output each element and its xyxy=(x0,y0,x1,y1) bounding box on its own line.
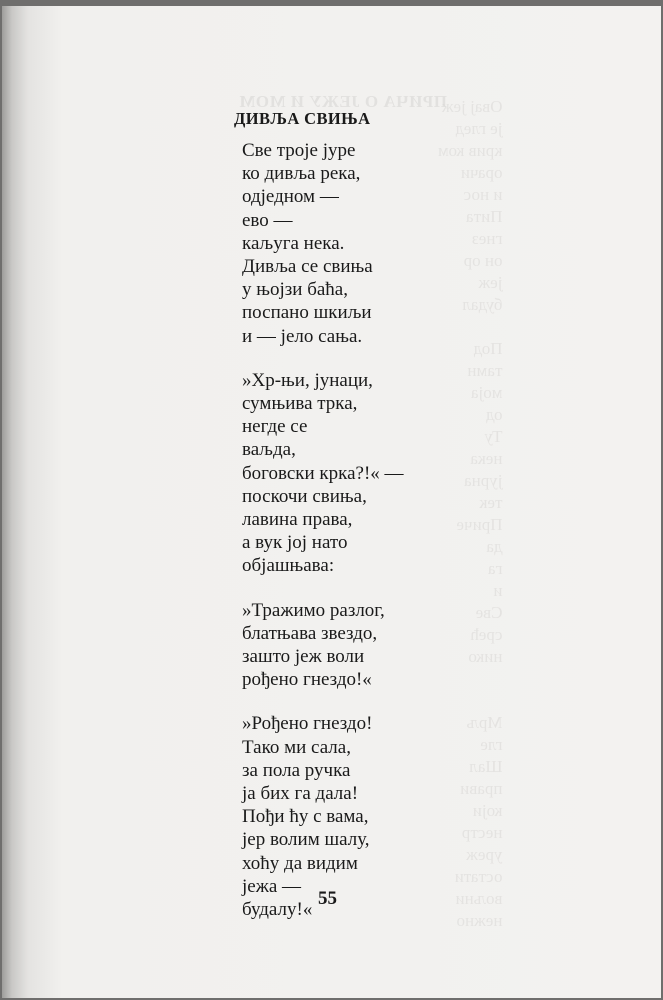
poem-line: ваљда, xyxy=(242,439,296,461)
poem-line: сумњива трка, xyxy=(242,393,358,415)
poem-line: каљуга нека. xyxy=(242,232,345,254)
poem-line: и — јело сања. xyxy=(242,325,363,347)
poem-line: а вук јој нато xyxy=(242,532,348,554)
poem-line: Све троје јуре xyxy=(242,140,356,161)
poem-line: »Хр-њи, јунаци, xyxy=(242,369,373,391)
poem-line: ко дивља река, xyxy=(242,163,361,185)
poem-line: поспано шкиљи xyxy=(242,302,372,324)
poem-title: ДИВЉА СВИЊА xyxy=(234,109,371,128)
stanza-2 xyxy=(242,369,404,578)
stanza-3 xyxy=(242,599,404,692)
poem-line: рођено гнездо!« xyxy=(242,669,372,691)
bleed-through-text: Овај јеж је глед крив ком орачи и нос Пита гнез он ор јеж будал Под тамн моја од Ту нека јурна тек Приче да га и Све срећ нико Мрљ гле Шал прави који нестр уреж остати вољни нежно xyxy=(438,97,503,930)
poem xyxy=(234,109,404,942)
poem-line: Тако ми сала, xyxy=(242,736,351,758)
poem-line: будалу!« xyxy=(242,899,313,921)
poem-line: ја бих га дала! xyxy=(242,783,359,805)
poem-line: јежа — xyxy=(242,875,302,897)
poem-line: блатњава звездо, xyxy=(242,622,378,644)
poem-line: »Тражимо разлог, xyxy=(242,599,385,621)
poem-line: у њојзи баћа, xyxy=(242,279,348,301)
bleed-through-title: ПРИЧА О ЈЕЖУ И МОМ xyxy=(238,92,447,111)
poem-line: ево — xyxy=(242,209,293,231)
poem-line: зашто јеж воли xyxy=(242,646,365,668)
poem-line: за пола ручка xyxy=(242,759,351,781)
poem-line: »Рођено гнездо! xyxy=(242,713,373,735)
poem-line: Дивља се свиња xyxy=(242,256,373,278)
poem-line: поскочи свиња, xyxy=(242,485,367,507)
poem-line: боговски крка?!« — xyxy=(242,462,404,484)
poem-line: објашњава: xyxy=(242,555,335,577)
poem-line: хоћу да видим xyxy=(242,852,358,874)
poem-line: јер волим шалу, xyxy=(242,829,370,851)
page-number: 55 xyxy=(318,888,337,909)
poem-line: одједном — xyxy=(242,186,339,208)
poem-line: Пођи ћу с вама, xyxy=(242,806,369,828)
book-page xyxy=(2,6,661,998)
poem-line: негде се xyxy=(242,416,308,438)
poem-line: лавина права, xyxy=(242,509,353,531)
stanza-1 xyxy=(242,139,404,348)
